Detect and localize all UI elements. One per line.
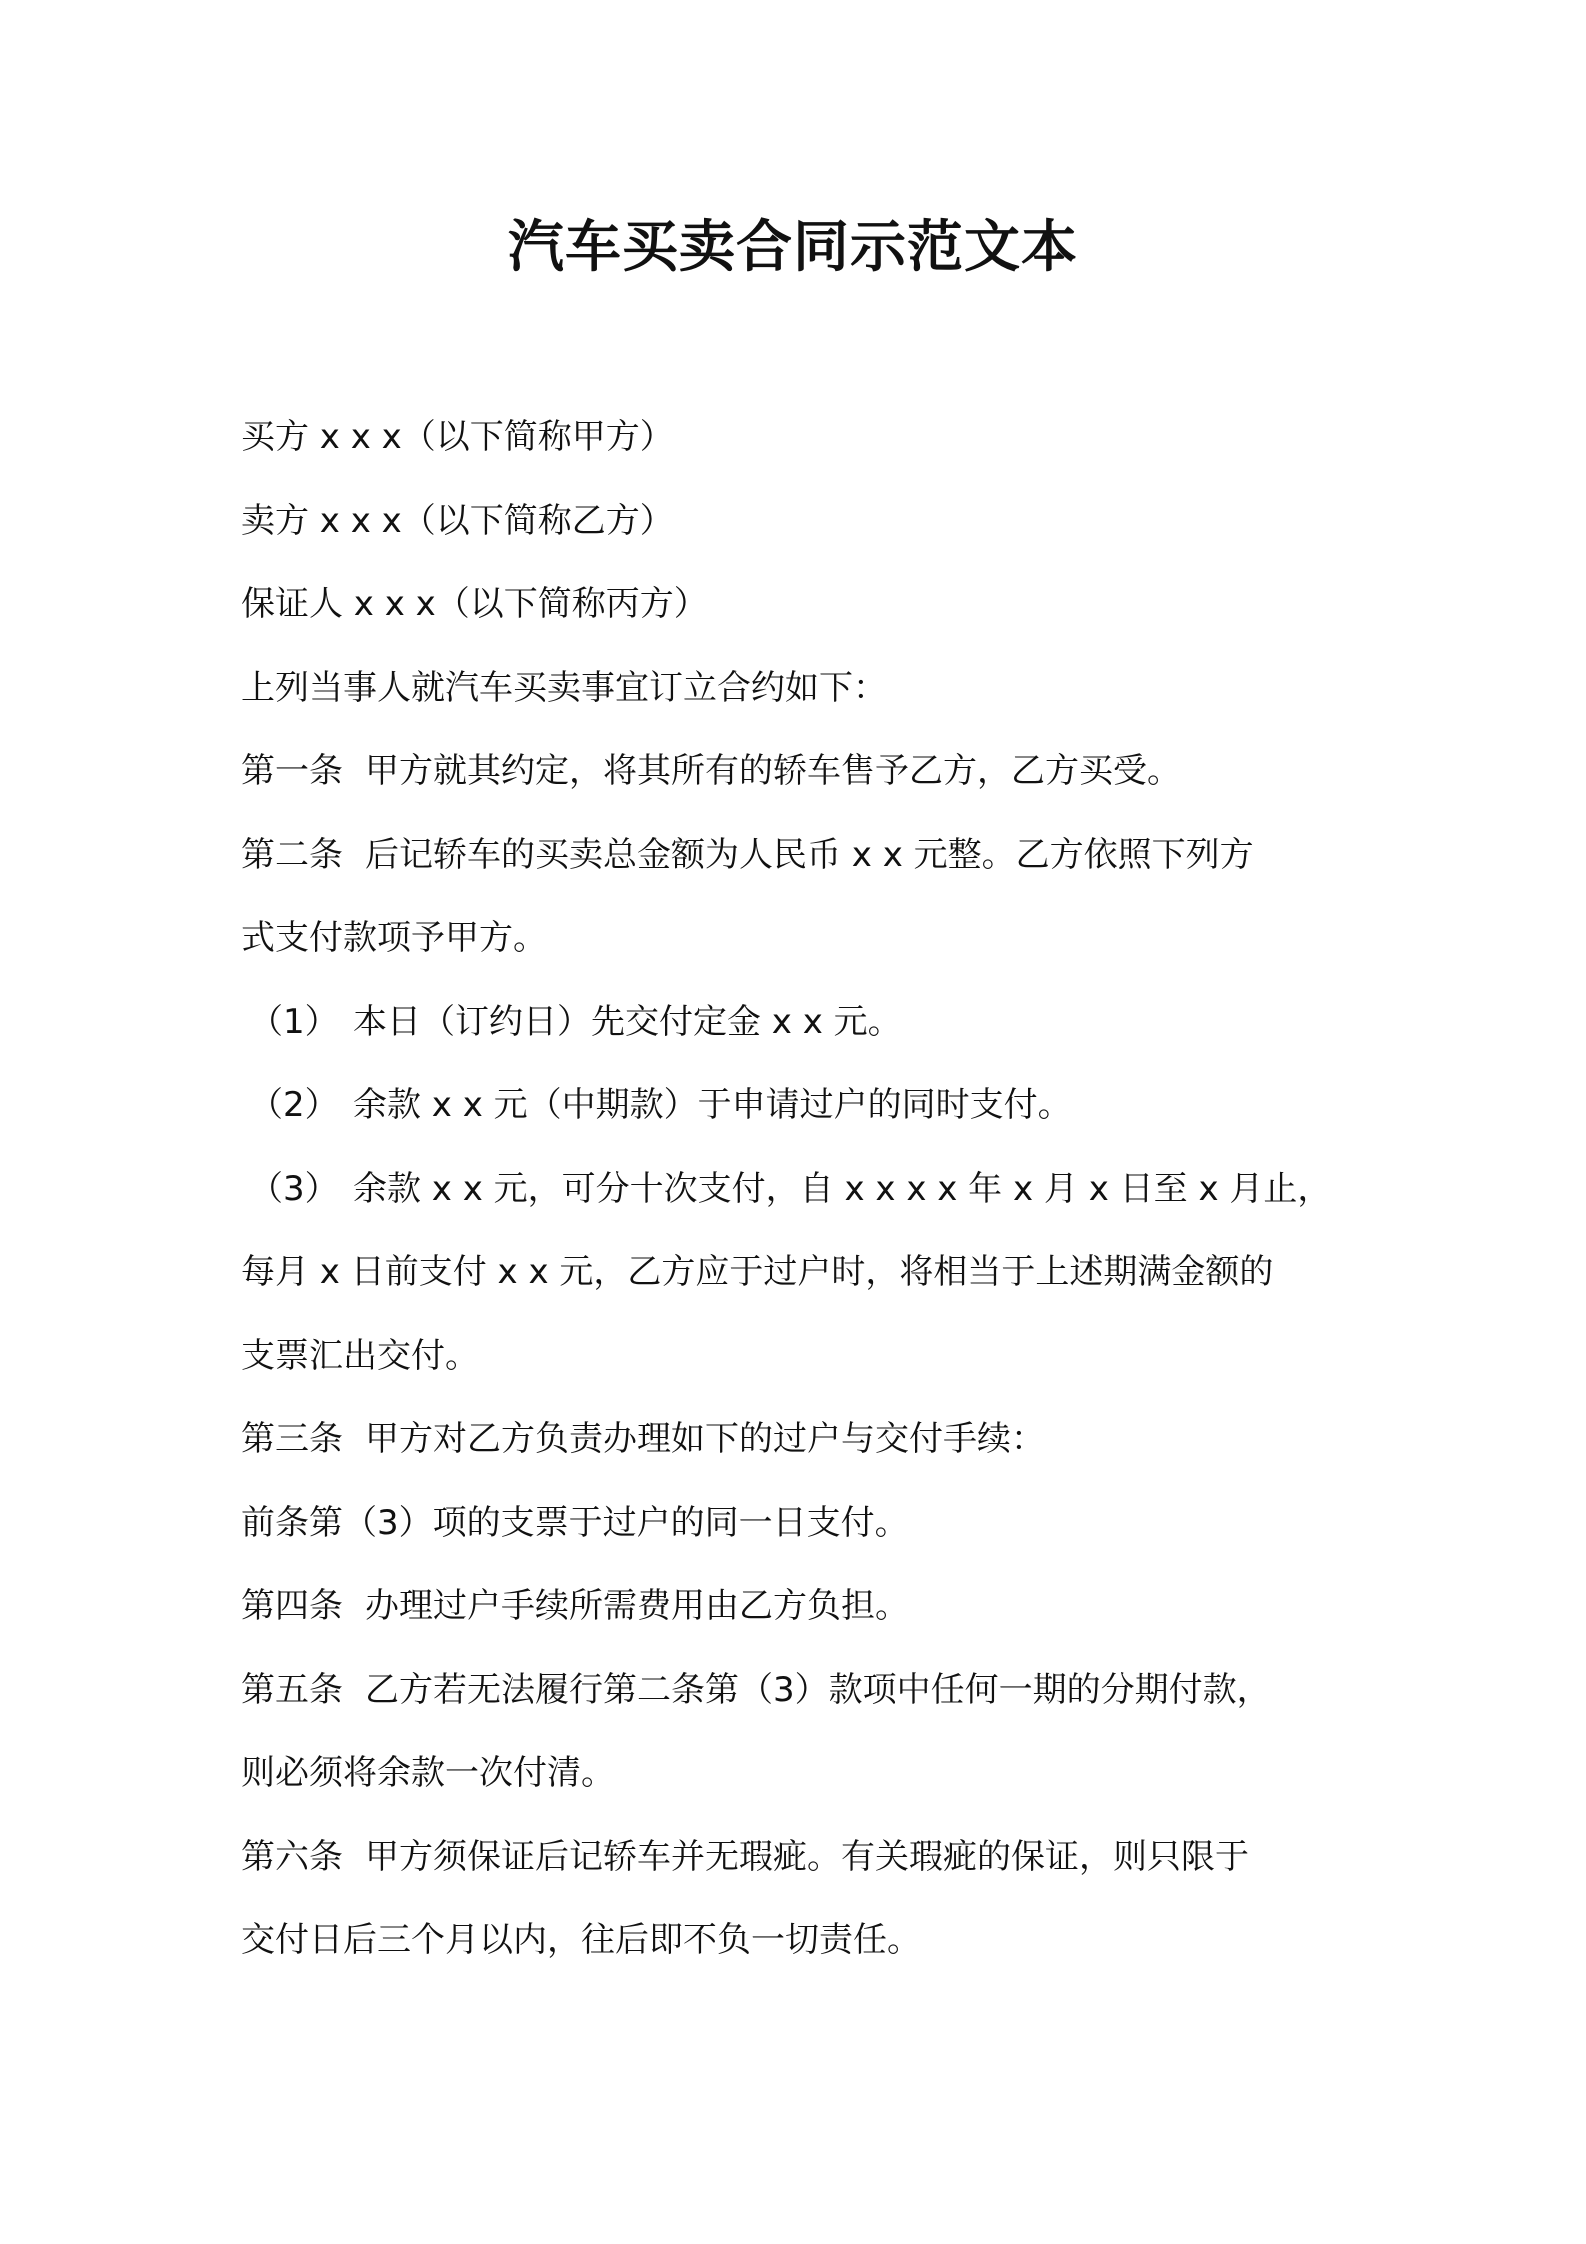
article-1 bbox=[241, 730, 1361, 814]
payment-item-1-number: （1） bbox=[249, 1001, 339, 1042]
article-2-continuation: 式支付款项予甲方。 bbox=[241, 918, 547, 958]
article-3-text: 甲方对乙方负责办理如下的过户与交付手续： bbox=[365, 1419, 1045, 1459]
article-5-continuation: 则必须将余款一次付清。 bbox=[241, 1753, 615, 1793]
article-1-label: 第一条 bbox=[241, 751, 343, 791]
seller-line: 卖方 x x x（以下简称乙方） bbox=[241, 500, 674, 541]
article-2-text: 后记轿车的买卖总金额为人民币 x x 元整。乙方依照下列方 bbox=[365, 834, 1254, 875]
article-3-label: 第三条 bbox=[241, 1419, 343, 1459]
contract-body bbox=[241, 396, 1361, 1983]
preamble: 上列当事人就汽车买卖事宜订立合约如下： bbox=[241, 667, 887, 708]
article-5 bbox=[241, 1649, 1361, 1733]
article-2-label: 第二条 bbox=[241, 834, 343, 875]
payment-item-3-text: 余款 x x 元，可分十次支付，自 x x x x 年 x 月 x 日至 x 月止， bbox=[353, 1168, 1332, 1209]
payment-item-3-continuation-2: 支票汇出交付。 bbox=[241, 1335, 479, 1376]
buyer-line: 买方 x x x（以下简称甲方） bbox=[241, 417, 674, 457]
payment-item-1 bbox=[241, 981, 1361, 1065]
payment-item-3 bbox=[241, 1148, 1361, 1232]
article-6-continuation: 交付日后三个月以内，往后即不负一切责任。 bbox=[241, 1920, 921, 1960]
article-4-text: 办理过户手续所需费用由乙方负担。 bbox=[365, 1586, 909, 1626]
article-4-label: 第四条 bbox=[241, 1586, 343, 1626]
article-6-label: 第六条 bbox=[241, 1836, 343, 1877]
article-3 bbox=[241, 1398, 1361, 1482]
article-4 bbox=[241, 1565, 1361, 1649]
article-6 bbox=[241, 1816, 1361, 1900]
payment-item-2-text: 余款 x x 元（中期款）于申请过户的同时支付。 bbox=[353, 1085, 1072, 1125]
article-2 bbox=[241, 814, 1361, 898]
payment-item-2 bbox=[241, 1064, 1361, 1148]
payment-item-3-number: （3） bbox=[249, 1168, 339, 1209]
payment-item-1-text: 本日（订约日）先交付定金 x x 元。 bbox=[353, 1001, 902, 1042]
payment-item-2-number: （2） bbox=[249, 1085, 339, 1125]
article-5-text: 乙方若无法履行第二条第（3）款项中任何一期的分期付款， bbox=[365, 1669, 1271, 1710]
article-6-text: 甲方须保证后记轿车并无瑕疵。有关瑕疵的保证，则只限于 bbox=[365, 1836, 1249, 1877]
payment-item-3-continuation-1: 每月 x 日前支付 x x 元，乙方应于过户时，将相当于上述期满金额的 bbox=[241, 1252, 1274, 1292]
guarantor-line: 保证人 x x x（以下简称丙方） bbox=[241, 584, 708, 624]
article-3-continuation: 前条第（3）项的支票于过户的同一日支付。 bbox=[241, 1502, 909, 1543]
document-title: 汽车买卖合同示范文本 bbox=[508, 215, 1078, 280]
article-1-text: 甲方就其约定，将其所有的轿车售予乙方，乙方买受。 bbox=[365, 751, 1181, 791]
article-5-label: 第五条 bbox=[241, 1669, 343, 1710]
